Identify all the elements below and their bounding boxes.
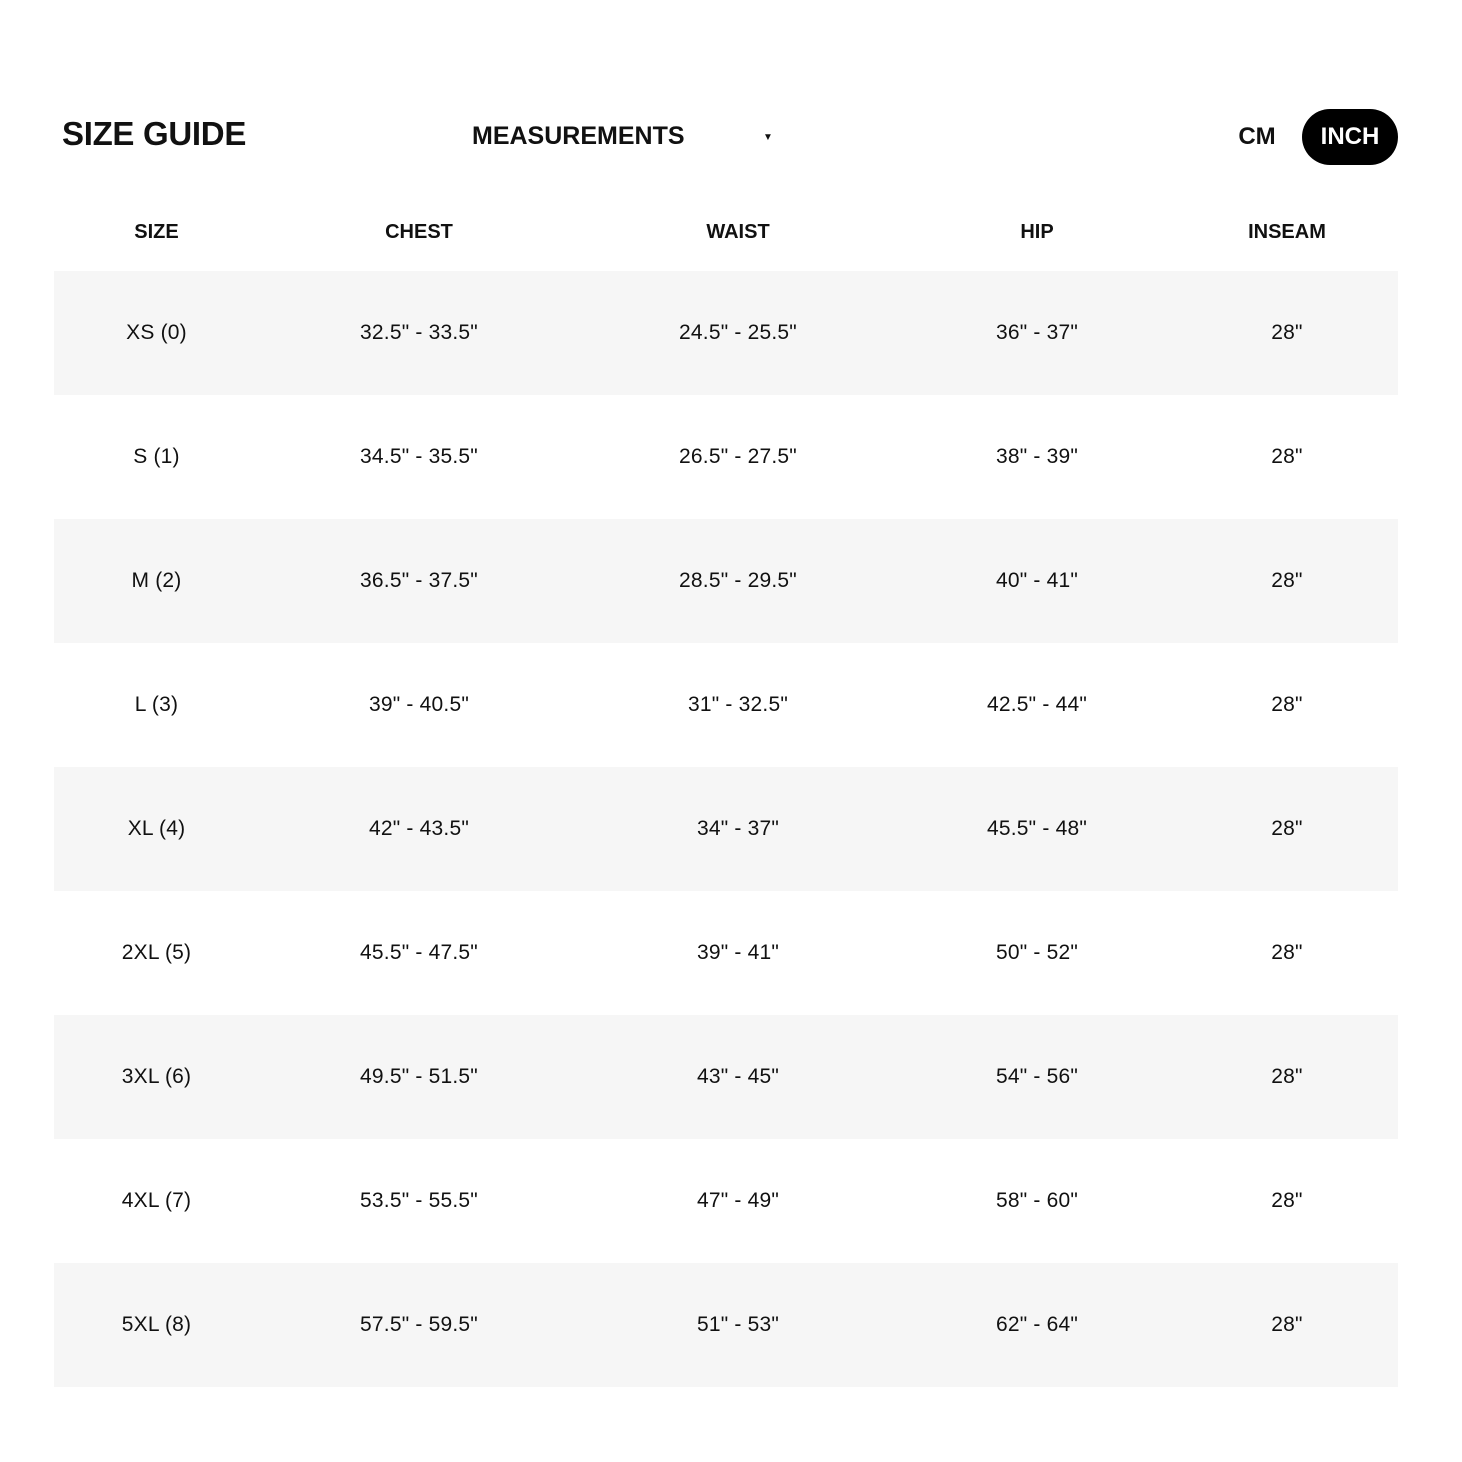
- waist-cell: 28.5" - 29.5": [679, 569, 797, 592]
- waist-cell: 31" - 32.5": [687, 693, 788, 716]
- table-header-row: [54, 200, 1398, 271]
- size-guide-header: [0, 0, 1462, 200]
- table-row: [54, 271, 1398, 395]
- waist-cell: 39" - 41": [696, 941, 780, 964]
- waist-cell: 51" - 53": [696, 1313, 780, 1336]
- table-row: [54, 891, 1398, 1015]
- size-cell: XS (0): [126, 321, 187, 344]
- chest-cell: 34.5" - 35.5": [360, 445, 478, 468]
- inseam-cell: 28": [1271, 1189, 1303, 1212]
- chest-cell: 32.5" - 33.5": [360, 321, 478, 344]
- chest-cell: 53.5" - 55.5": [360, 1189, 478, 1212]
- size-cell: XL (4): [127, 817, 186, 840]
- chest-cell: 39" - 40.5": [368, 693, 469, 716]
- measurements-dropdown[interactable]: [472, 116, 782, 156]
- unit-toggle-inch[interactable]: INCH: [1302, 109, 1398, 165]
- inseam-cell: 28": [1271, 817, 1303, 840]
- column-header-chest: CHEST: [385, 221, 453, 243]
- column-header-hip: HIP: [1020, 221, 1054, 243]
- chest-cell: 49.5" - 51.5": [360, 1065, 478, 1088]
- size-cell: 4XL (7): [121, 1189, 192, 1212]
- hip-cell: 42.5" - 44": [986, 693, 1087, 716]
- table-row: [54, 1139, 1398, 1263]
- size-cell: M (2): [131, 569, 182, 592]
- table-row: [54, 643, 1398, 767]
- column-header-inseam: INSEAM: [1248, 221, 1326, 243]
- waist-cell: 43" - 45": [696, 1065, 780, 1088]
- chest-cell: 36.5" - 37.5": [360, 569, 478, 592]
- waist-cell: 34" - 37": [696, 817, 780, 840]
- chest-cell: 45.5" - 47.5": [360, 941, 478, 964]
- size-cell: L (3): [134, 693, 179, 716]
- hip-cell: 45.5" - 48": [986, 817, 1087, 840]
- hip-cell: 40" - 41": [995, 569, 1079, 592]
- waist-cell: 24.5" - 25.5": [679, 321, 797, 344]
- table-row: [54, 767, 1398, 891]
- page-title: SIZE GUIDE: [62, 115, 247, 152]
- chest-cell: 57.5" - 59.5": [360, 1313, 478, 1336]
- inseam-cell: 28": [1271, 1313, 1303, 1336]
- size-cell: S (1): [133, 445, 180, 468]
- size-cell: 5XL (8): [121, 1313, 192, 1336]
- table-row: [54, 1015, 1398, 1139]
- unit-toggle-cm[interactable]: CM: [1238, 123, 1276, 150]
- column-header-size: SIZE: [134, 221, 179, 243]
- waist-cell: 47" - 49": [696, 1189, 780, 1212]
- size-cell: 2XL (5): [121, 941, 192, 964]
- inseam-cell: 28": [1271, 941, 1303, 964]
- column-header-waist: WAIST: [706, 221, 770, 243]
- table-row: [54, 395, 1398, 519]
- hip-cell: 50" - 52": [995, 941, 1079, 964]
- inseam-cell: 28": [1271, 321, 1303, 344]
- waist-cell: 26.5" - 27.5": [679, 445, 797, 468]
- inseam-cell: 28": [1271, 569, 1303, 592]
- size-cell: 3XL (6): [121, 1065, 192, 1088]
- triangle-down-icon: ▼: [763, 132, 773, 143]
- hip-cell: 38" - 39": [995, 445, 1079, 468]
- table-row: [54, 519, 1398, 643]
- inseam-cell: 28": [1271, 693, 1303, 716]
- table-row: [54, 1263, 1398, 1387]
- inseam-cell: 28": [1271, 1065, 1303, 1088]
- hip-cell: 36" - 37": [995, 321, 1079, 344]
- inseam-cell: 28": [1271, 445, 1303, 468]
- hip-cell: 62" - 64": [995, 1313, 1079, 1336]
- measurements-dropdown-label: MEASUREMENTS: [472, 122, 685, 150]
- hip-cell: 58" - 60": [995, 1189, 1079, 1212]
- hip-cell: 54" - 56": [995, 1065, 1079, 1088]
- chest-cell: 42" - 43.5": [368, 817, 469, 840]
- size-table: [54, 200, 1398, 1387]
